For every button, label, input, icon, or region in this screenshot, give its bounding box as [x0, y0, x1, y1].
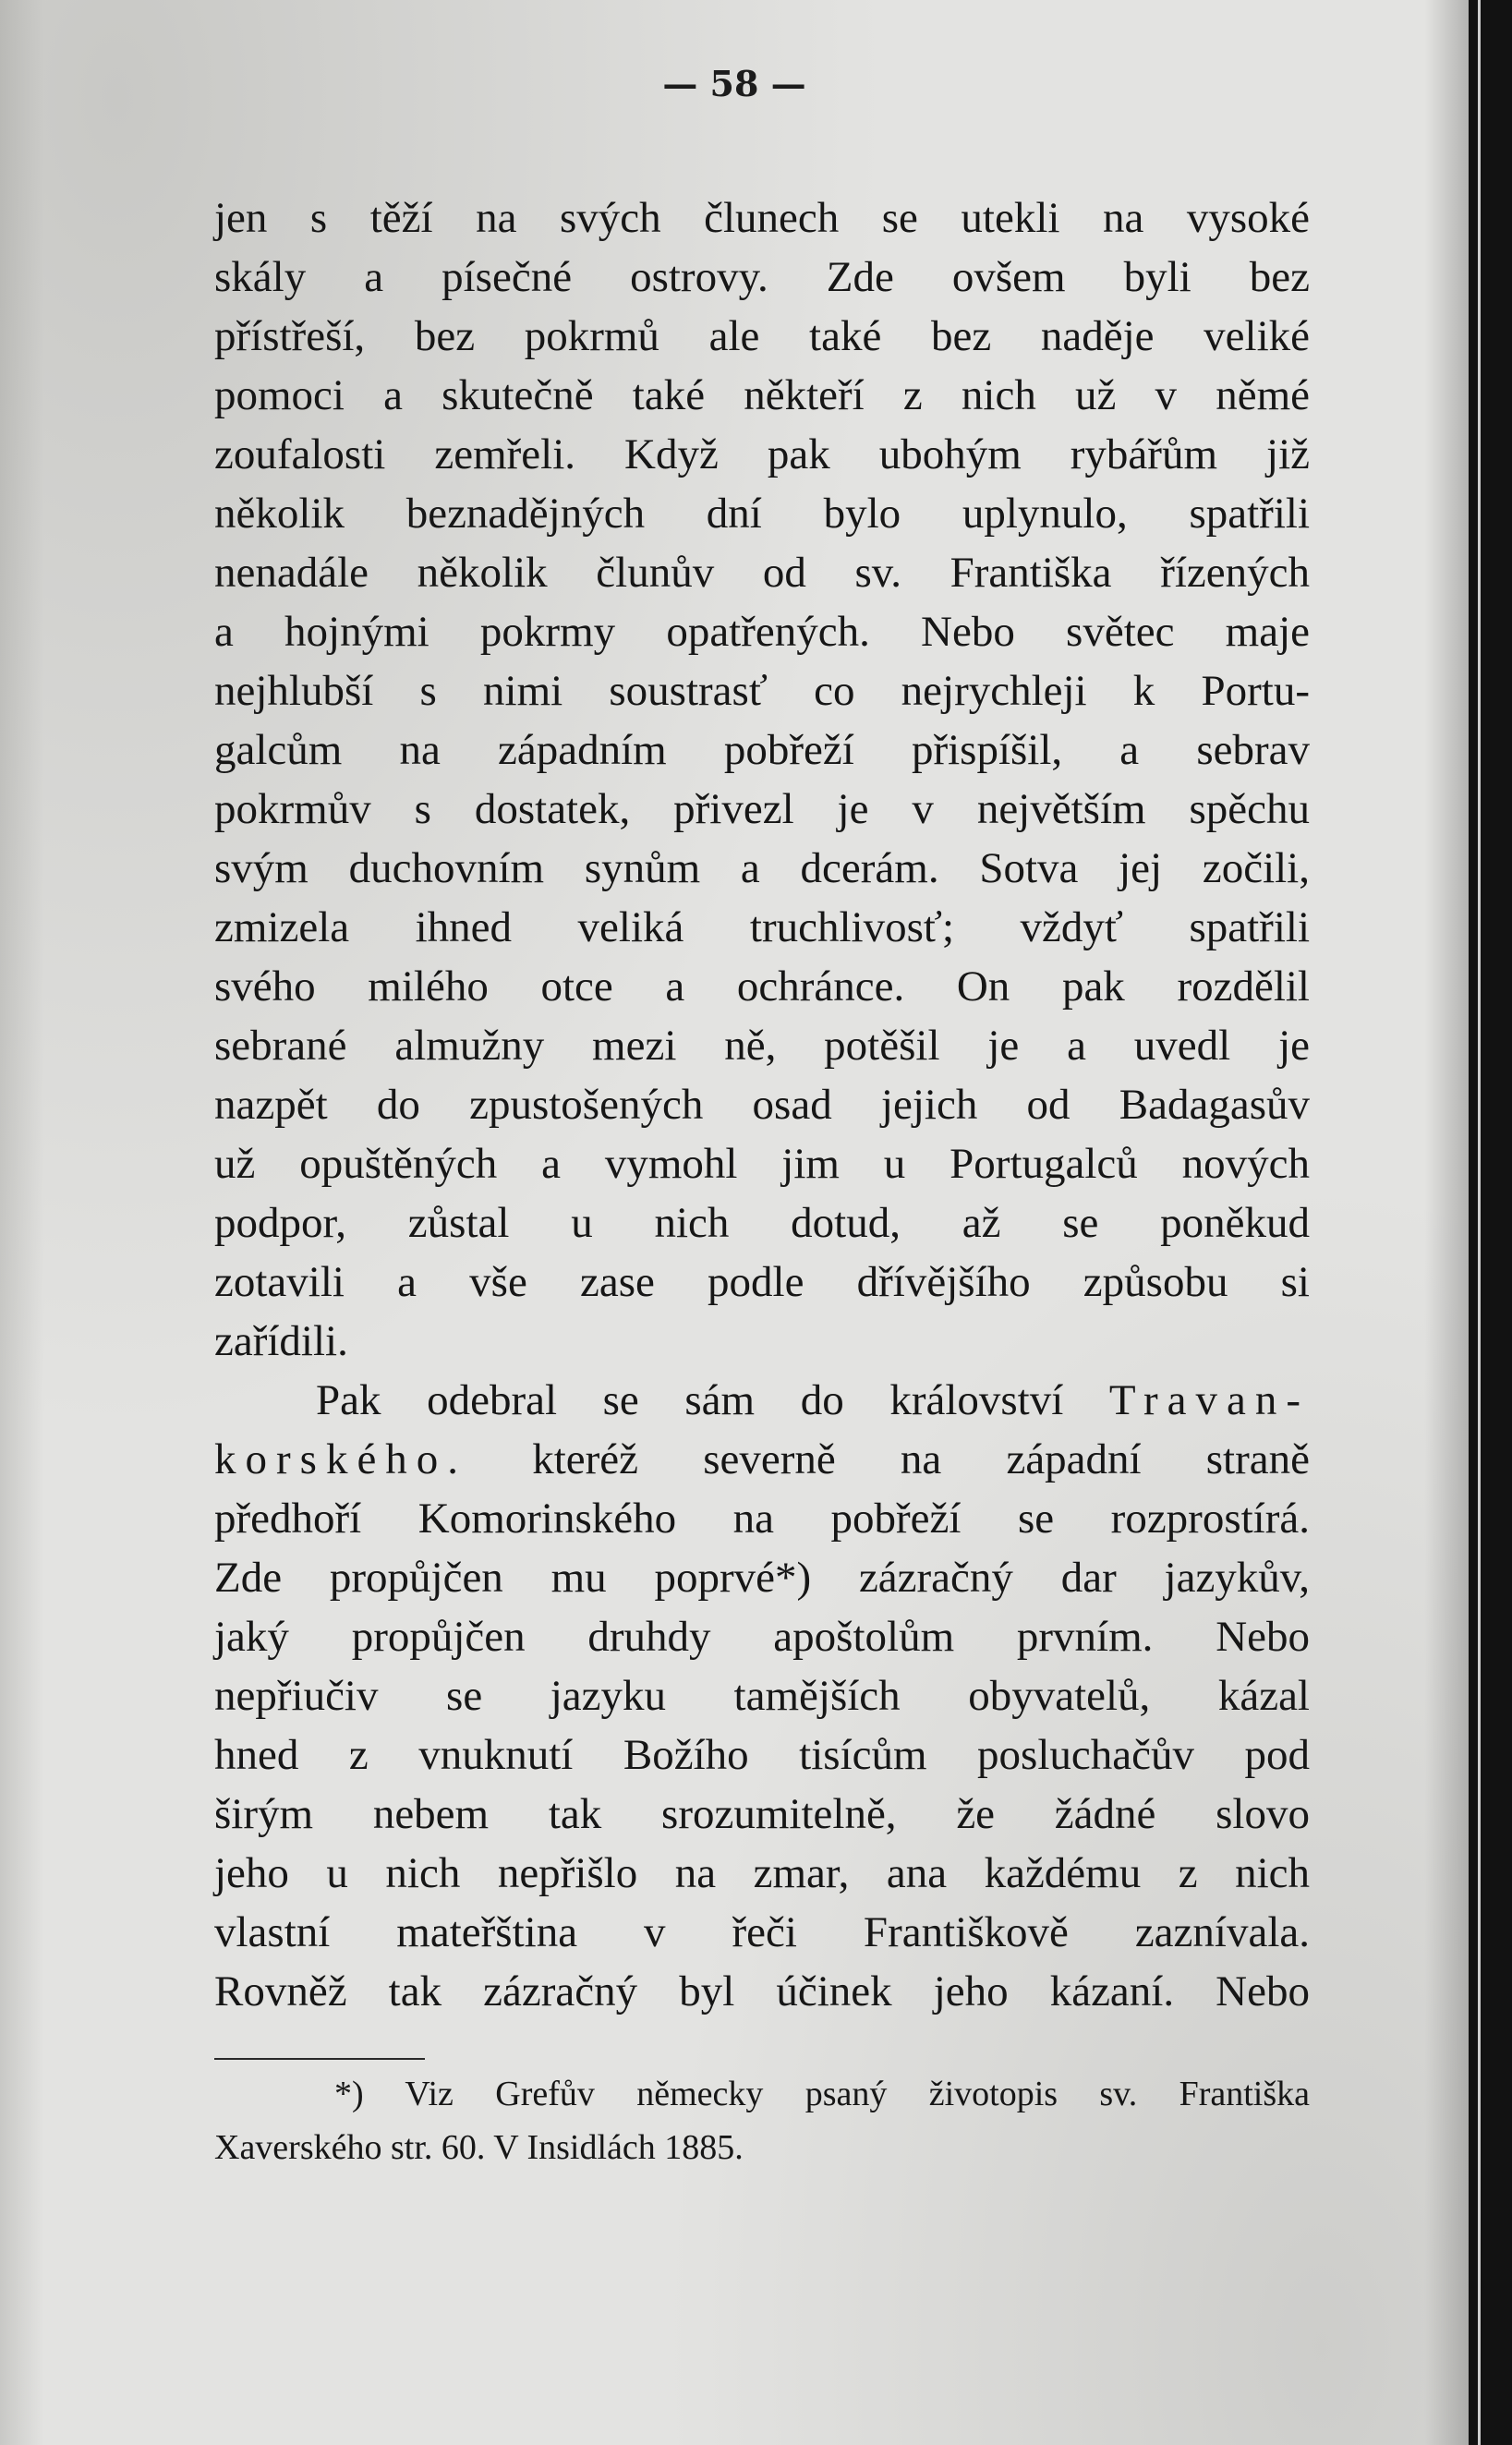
text-fragment: Pak odebral se sám do království — [316, 1376, 1109, 1424]
text-line: nepřiučiv se jazyku tamějších obyvatelů, kázal — [214, 1672, 1310, 1720]
text-line: předhoří Komorinského na pobřeží se rozprostírá. — [214, 1495, 1310, 1543]
text-line: zařídili. — [214, 1317, 348, 1365]
text-line: svého milého otce a ochránce. On pak rozdělil — [214, 962, 1310, 1011]
text-line: sebrané almužny mezi ně, potěšil je a uvedl je — [214, 1022, 1310, 1070]
text-line: širým nebem tak srozumitelně, že žádné slovo — [214, 1790, 1310, 1838]
footnote-line: Xaverského str. 60. V Insidlách 1885. — [214, 2128, 744, 2167]
footnote-line: *) Viz Grefův německy psaný životopis sv. Františka — [334, 2075, 1310, 2113]
text-line: nazpět do zpustošených osad jejich od Badagasův — [214, 1081, 1310, 1129]
text-line: podpor, zůstal u nich dotud, až se poněkud — [214, 1199, 1310, 1247]
text-line-spaced — [214, 1371, 1310, 1430]
text-line: pomoci a skutečně také někteří z nich už v němé — [214, 371, 1310, 419]
page-number: — 58 — — [662, 63, 806, 104]
spaced-name-fragment: Travan- — [1108, 1376, 1310, 1424]
text-line: několik beznadějných dní bylo uplynulo, spatřili — [214, 490, 1310, 538]
body-text — [214, 188, 1310, 2021]
spaced-name-fragment: korského. — [214, 1435, 468, 1483]
scan-edge — [1469, 0, 1512, 2445]
text-line: zotavili a vše zase podle dřívějšího způsobu si — [214, 1258, 1310, 1306]
text-line: vlastní mateřština v řeči Františkově zaznívala. — [214, 1908, 1310, 1956]
text-line: a hojnými pokrmy opatřených. Nebo světec maje — [214, 608, 1310, 656]
text-line: jaký propůjčen druhdy apoštolům prvním. Nebo — [214, 1613, 1310, 1661]
text-line: nenadále několik člunův od sv. Františka řízených — [214, 549, 1310, 597]
text-line: Rovněž tak zázračný byl účinek jeho kázaní. Nebo — [214, 1967, 1310, 2015]
text-line: Zde propůjčen mu poprvé*) zázračný dar jazykův, — [214, 1554, 1310, 1602]
text-line-spaced — [214, 1430, 1310, 1489]
footnote-divider — [214, 2058, 425, 2060]
text-line: už opuštěných a vymohl jim u Portugalců nových — [214, 1140, 1310, 1188]
text-line: svým duchovním synům a dcerám. Sotva jej zočili, — [214, 844, 1310, 892]
scan-edge-highlight — [1478, 0, 1481, 2445]
text-fragment: kteréž severně na západní straně — [467, 1435, 1310, 1483]
text-line: jeho u nich nepřišlo na zmar, ana každému z nich — [214, 1849, 1310, 1897]
text-line: hned z vnuknutí Božího tisícům posluchačův pod — [214, 1731, 1310, 1779]
text-line: zmizela ihned veliká truchlivosť; vždyť spatřili — [214, 903, 1310, 951]
text-line: jen s těží na svých člunech se utekli na vysoké — [214, 194, 1310, 242]
text-line: nejhlubší s nimi soustrasť co nejrychleji k Portu- — [214, 667, 1310, 715]
text-line: galcům na západním pobřeží přispíšil, a sebrav — [214, 726, 1310, 774]
text-line: skály a písečné ostrovy. Zde ovšem byli bez — [214, 253, 1310, 301]
text-line: pokrmův s dostatek, přivezl je v největším spěchu — [214, 785, 1310, 833]
footnote — [214, 2067, 1310, 2174]
text-line: zoufalosti zemřeli. Když pak ubohým rybářům již — [214, 430, 1310, 478]
text-line: přístřeší, bez pokrmů ale také bez naděje veliké — [214, 312, 1310, 360]
